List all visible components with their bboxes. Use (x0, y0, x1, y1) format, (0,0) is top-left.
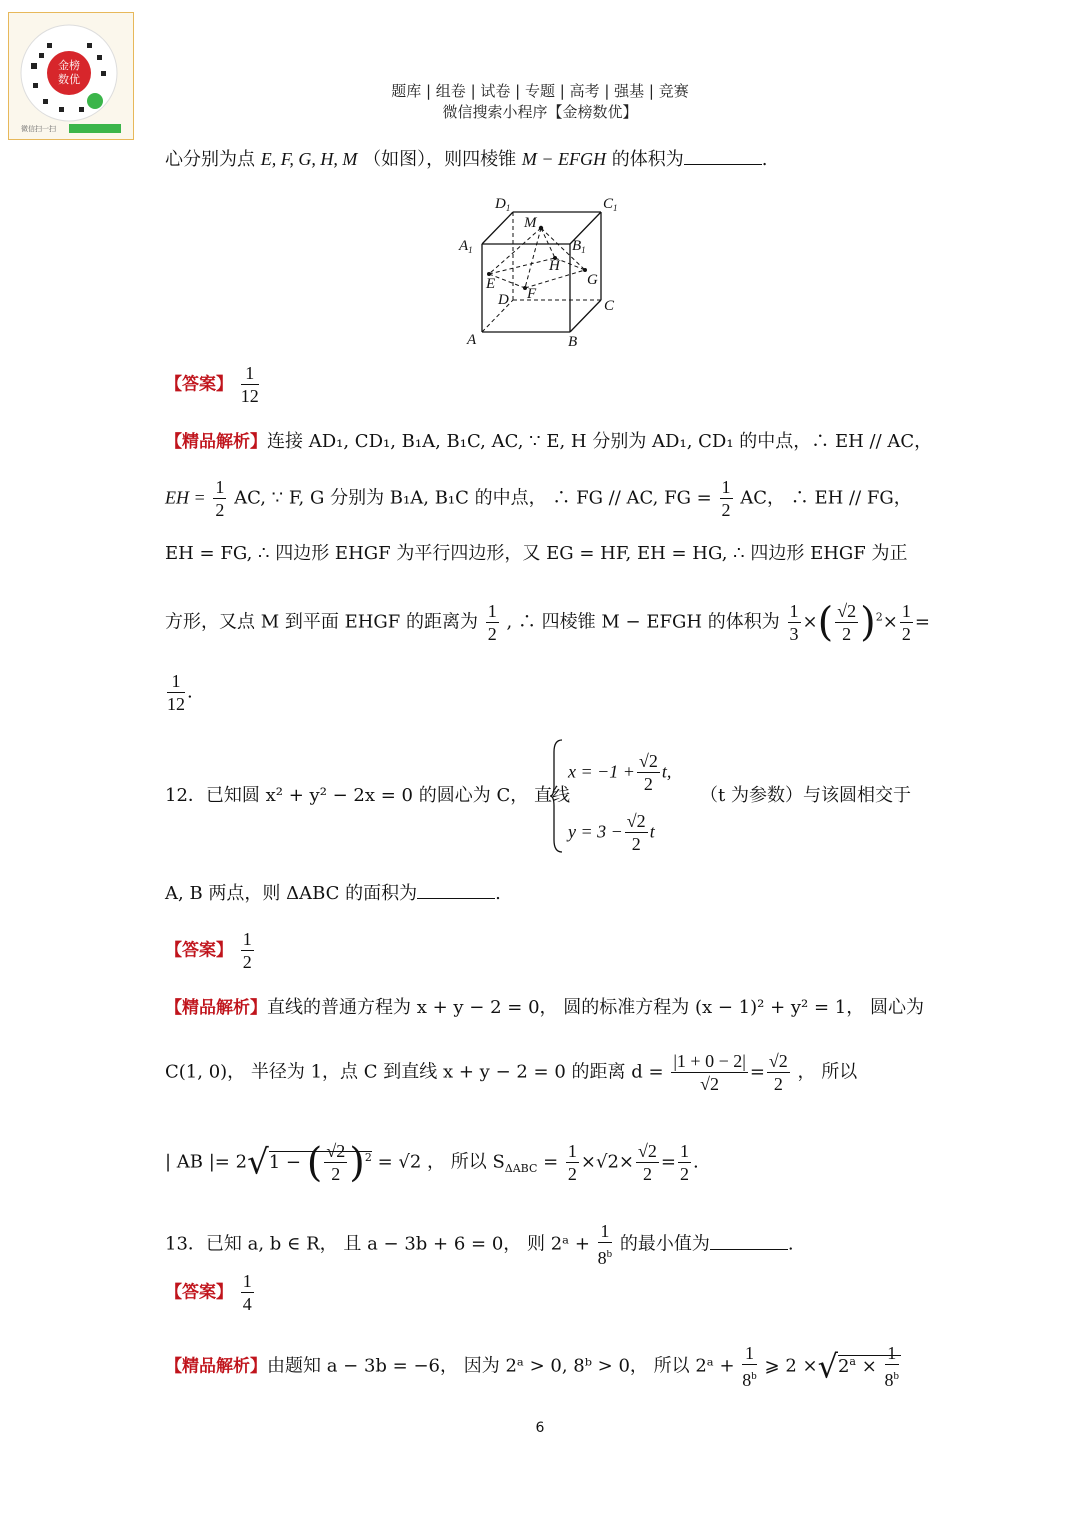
label-C1: $C_1$ (603, 196, 618, 213)
q12-analysis-line1: 【精品解析】直线的普通方程为 x + y − 2 = 0， 圆的标准方程为 (x − 1)² + y² = 1， 圆心为 (165, 997, 924, 1018)
q12-answer: 【答案】 $\frac{1}{2}$ (165, 929, 252, 972)
label-G: G (587, 272, 598, 288)
q12-system-eq1: x = −1 + $\frac{√2}{2}$ t, (568, 751, 672, 794)
label-C: C (604, 298, 615, 314)
q12-analysis-line3: | AB |= 2√1 − ( $\frac{√2}{2}$ )$^2$ = √2 ， 所以 $S_{\Delta ABC}$ = $\frac{1}{2}$ ×√2× $\frac{√2}{2}$ = $\frac{1}{2}$ . (165, 1139, 699, 1186)
q11-analysis-line1: 【精品解析】连接 AD₁, CD₁, B₁A, B₁C, AC, ∵ E, H 分别为 AD₁, CD₁ 的中点，∴ EH // AC， (165, 431, 933, 452)
label-A: A (467, 332, 477, 348)
label-E: E (486, 276, 496, 292)
q12-stem: 12．已知圆 x² + y² − 2x = 0 的圆心为 C， 直线 (165, 785, 570, 806)
label-A1: $A_1$ (459, 238, 473, 255)
q11-answer: 【答案】 $\frac{1}{12}$ (165, 363, 259, 406)
answer-blank (710, 1233, 788, 1250)
page-number: 6 (535, 1420, 545, 1436)
header-nav: 题库 | 组卷 | 试卷 | 专题 | 高考 | 强基 | 竞赛 (391, 82, 689, 100)
label-D1: $D_1$ (495, 196, 511, 213)
brace-icon (550, 738, 564, 854)
label-M: M (524, 215, 537, 231)
q12-analysis-line2: C(1, 0)， 半径为 1，点 C 到直线 x + y − 2 = 0 的距离 d = $\frac{|1 + 0 - 2|}{√2}$ = $\frac{√2}{2}$ ， 所以 (165, 1051, 858, 1094)
q12-system-eq2: y = 3 − $\frac{√2}{2}$ t (568, 811, 655, 854)
logo-center-text: 金榜 (58, 59, 80, 72)
logo-bottom-left: 微信扫一扫 (21, 125, 56, 133)
q11-analysis-line3: EH = FG, ∴ 四边形 EHGF 为平行四边形，又 EG = HF, EH = HG, ∴ 四边形 EHGF 为正 (165, 543, 908, 564)
answer-blank (417, 882, 495, 899)
q11-analysis-line4: 方形，又点 M 到平面 EHGF 的距离为 $\frac{1}{2}$ , ∴ 四棱锥 M − EFGH 的体积为 $\frac{1}{3}$ ×( $\frac{√2}{2}$ )$^2$× $\frac{1}{2}$ = (165, 599, 930, 646)
label-H: H (549, 258, 560, 274)
q12-stem-line2: A, B 两点，则 ΔABC 的面积为 . (165, 883, 501, 904)
header-mini-program: 微信搜索小程序【金榜数优】 (442, 103, 638, 121)
q11-stem-tail: 心分别为点 E, F, G, H, M （如图），则四棱锥 M − EFGH 的体积为 . (165, 149, 768, 170)
label-B: B (568, 334, 578, 350)
label-B1: $B_1$ (572, 238, 586, 255)
q11-analysis-line2: EH = $\frac{1}{2}$ AC, ∵ F, G 分别为 B₁A, B₁C 的中点， ∴ FG // AC, FG = $\frac{1}{2}$ AC， ∴ EH // FG， (165, 477, 912, 520)
q11-analysis-line5: $\frac{1}{12}$ . (167, 671, 193, 714)
label-F: F (527, 286, 537, 302)
q12-stem-right: （t 为参数）与该圆相交于 (700, 785, 911, 806)
svg-text:数优: 数优 (58, 73, 80, 86)
q13-answer: 【答案】 $\frac{1}{4}$ (165, 1271, 252, 1314)
q13-analysis-line1: 【精品解析】由题知 a − 3b = −6， 因为 2ᵃ > 0, 8ᵇ > 0， 所以 2ᵃ + $\frac{1}{8^b}$ ⩾ $2 \times√2^a$ × $\frac{1}{8^b}$ (165, 1343, 900, 1390)
answer-blank (684, 148, 762, 165)
cube-figure (455, 192, 635, 352)
q13-stem: 13．已知 a, b ∈ R， 且 a − 3b + 6 = 0， 则 2ᵃ + $\frac{1}{8^b}$ 的最小值为 . (165, 1221, 794, 1268)
label-D: D (498, 292, 509, 308)
